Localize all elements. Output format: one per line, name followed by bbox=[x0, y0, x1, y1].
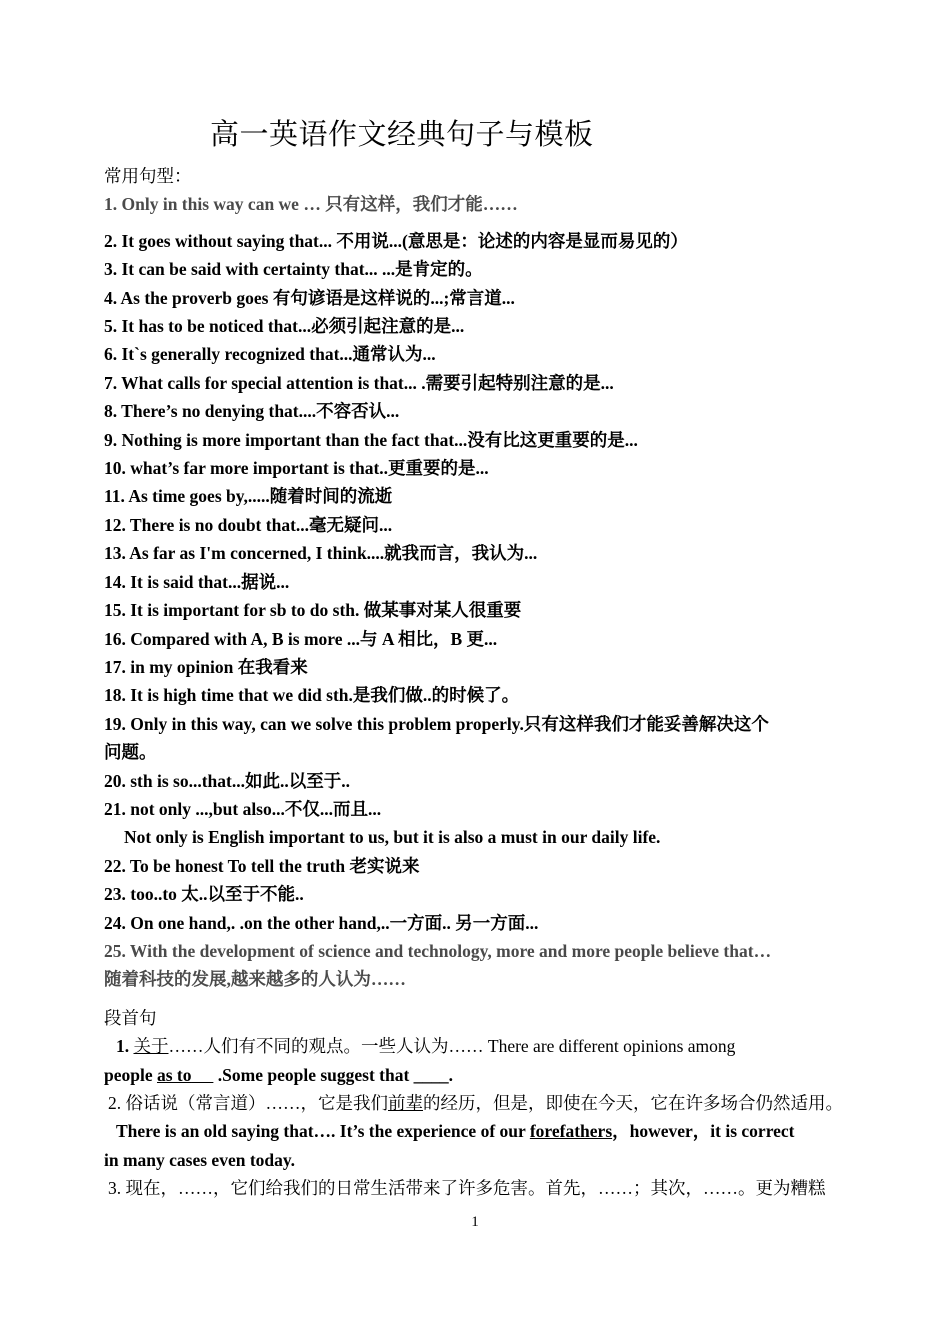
list-item: 22. To be honest To tell the truth 老实说来 bbox=[104, 855, 420, 876]
list-item: 3. It can be said with certainty that... ...是肯定的。 bbox=[104, 259, 483, 280]
list-item: 4. As the proverb goes 有句谚语是这样说的...;常言道... bbox=[104, 287, 515, 308]
list-item: 17. in my opinion 在我看来 bbox=[104, 656, 308, 677]
text: ，however，it is correct bbox=[612, 1121, 795, 1142]
text: There is an old saying that…. It’s the experience of our bbox=[116, 1121, 530, 1142]
list-item: 24. On one hand,. .on the other hand,..一方面.. 另一方面... bbox=[104, 912, 539, 933]
blank bbox=[192, 1065, 214, 1085]
text: ……人们有不同的观点。一些人认为…… There are different opinions among bbox=[168, 1036, 736, 1057]
paragraph-3-line-1: 3. 现在，……，它们给我们的日常生活带来了许多危害。首先，……；其次，……。更为糟糕 bbox=[108, 1178, 826, 1199]
text: 2. 俗话说（常言道）……，它是我们 bbox=[108, 1093, 388, 1113]
list-item: 7. What calls for special attention is that... .需要引起特别注意的是... bbox=[104, 372, 614, 393]
page-number: 1 bbox=[471, 1214, 479, 1230]
paragraph-1-line-1 bbox=[104, 1032, 854, 1060]
paragraph-2-line-3: in many cases even today. bbox=[104, 1149, 296, 1170]
example-sentence: Not only is English important to us, but it is also a must in our daily life. bbox=[124, 827, 661, 848]
underlined-text: forefathers bbox=[529, 1121, 613, 1142]
list-item: 15. It is important for sb to do sth. 做某事对某人很重要 bbox=[104, 600, 522, 621]
paragraph-2-line-2 bbox=[104, 1117, 854, 1145]
list-item: 19. Only in this way, can we solve this problem properly.只有这样我们才能妥善解决这个 bbox=[104, 713, 769, 734]
underlined-text: 前辈 bbox=[388, 1093, 423, 1113]
text: . bbox=[448, 1064, 454, 1085]
paragraph-2-line-1 bbox=[104, 1089, 854, 1117]
list-item: 5. It has to be noticed that...必须引起注意的是... bbox=[104, 316, 465, 337]
blank: ____ bbox=[413, 1064, 449, 1085]
list-item: 9. Nothing is more important than the fact that...没有比这更重要的是... bbox=[104, 429, 638, 450]
text: .Some people suggest that bbox=[213, 1064, 414, 1085]
list-item: 23. too..to 太..以至于不能.. bbox=[104, 884, 304, 905]
text: 的经历，但是，即使在今天，它在许多场合仍然适用。 bbox=[423, 1093, 843, 1113]
list-item: 25. With the development of science and technology, more and more people believe that… bbox=[104, 940, 772, 961]
list-item: 11. As time goes by,.....随着时间的流逝 bbox=[104, 486, 393, 507]
list-item: 16. Compared with A, B is more ...与 A 相比，B 更... bbox=[104, 628, 498, 649]
document-title: 高一英语作文经典句子与模板 bbox=[210, 117, 594, 151]
list-item: 1. Only in this way can we … 只有这样，我们才能…… bbox=[104, 194, 518, 215]
list-item: 6. It`s generally recognized that...通常认为... bbox=[104, 344, 436, 365]
text: 1. bbox=[116, 1036, 134, 1057]
text: people bbox=[104, 1064, 157, 1085]
list-item: 20. sth is so...that...如此..以至于.. bbox=[104, 770, 350, 791]
document-body bbox=[104, 162, 854, 1203]
list-item-continuation: 问题。 bbox=[104, 742, 157, 763]
list-item: 21. not only ...,but also...不仅...而且... bbox=[104, 798, 382, 819]
underlined-text: as to bbox=[157, 1064, 192, 1085]
list-item: 10. what’s far more important is that..更重要的是... bbox=[104, 458, 489, 479]
list-item: 18. It is high time that we did sth.是我们做..的时候了。 bbox=[104, 685, 520, 706]
underlined-text: 关于 bbox=[133, 1036, 169, 1057]
list-item: 13. As far as I'm concerned, I think....就我而言，我认为... bbox=[104, 543, 538, 564]
section-heading-common-patterns: 常用句型： bbox=[104, 166, 192, 186]
list-item: 2. It goes without saying that... 不用说...(意思是：论述的内容是显而易见的） bbox=[104, 230, 688, 251]
section-heading-opening-sentences: 段首句 bbox=[104, 1007, 157, 1028]
list-item: 14. It is said that...据说... bbox=[104, 571, 290, 592]
list-item-continuation: 随着科技的发展,越来越多的人认为…… bbox=[104, 969, 406, 990]
list-item: 8. There’s no denying that....不容否认... bbox=[104, 401, 400, 422]
paragraph-1-line-2 bbox=[104, 1061, 854, 1089]
list-item: 12. There is no doubt that...毫无疑问... bbox=[104, 514, 393, 535]
